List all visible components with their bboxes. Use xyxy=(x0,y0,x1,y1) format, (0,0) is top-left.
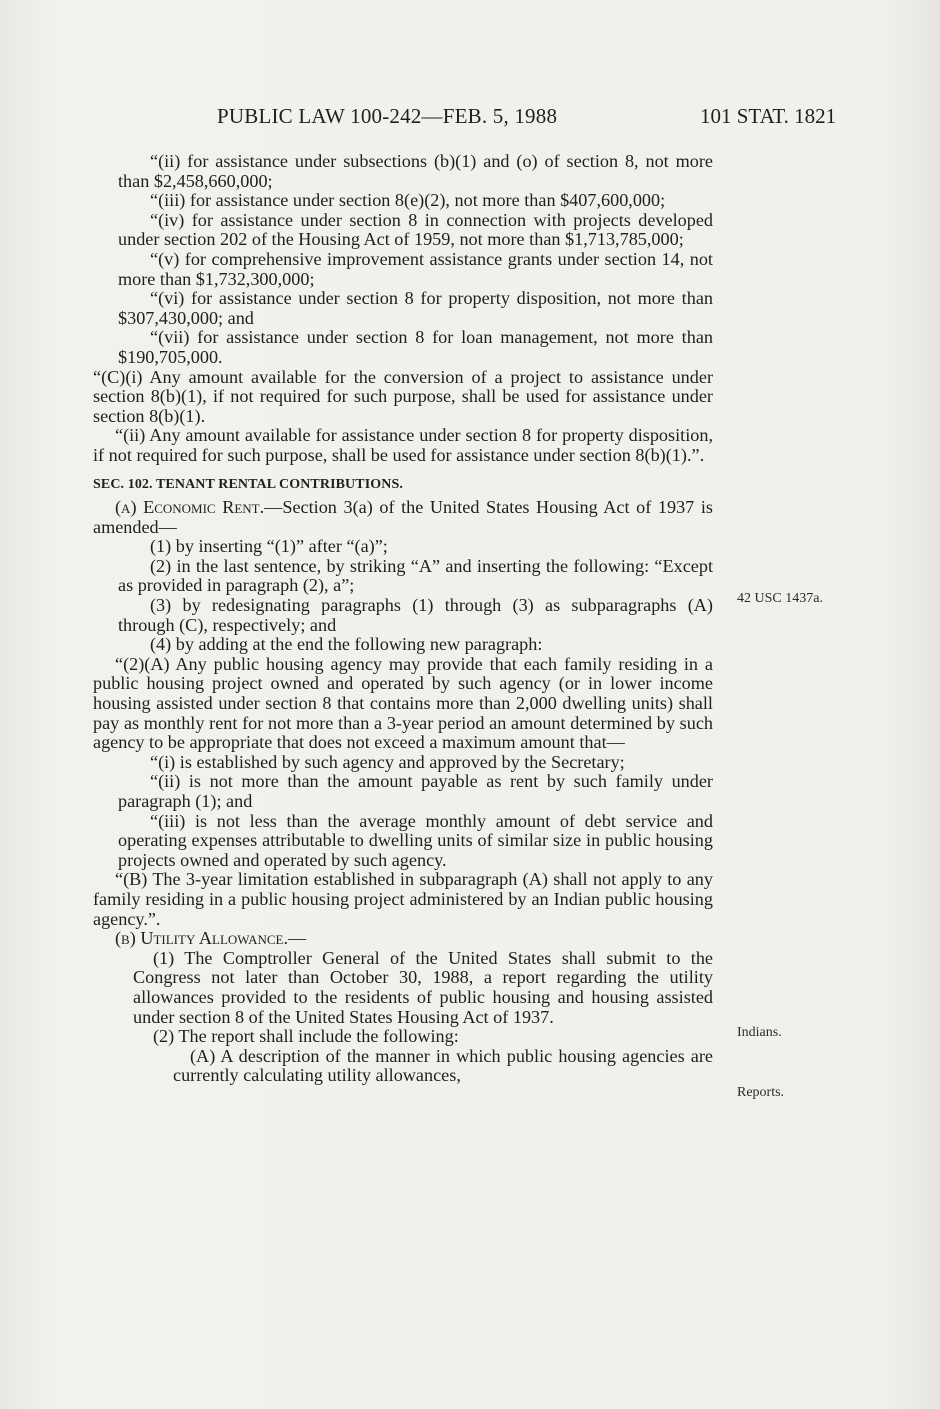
amendment-2: (2) in the last sentence, by striking “A” and inserting the following: “Except as provided in paragraph (2), a”; xyxy=(118,555,713,596)
subsection-b-1: (1) The Comptroller General of the United States shall submit to the Congress not later than October 30, 1988, a report regarding the utility allowances provided to the residents of public housing and housing assisted under section 8 of the United States Housing Act of 1937. xyxy=(133,947,713,1027)
clause-iv: “(iv) for assistance under section 8 in connection with projects developed under section 202 of the Housing Act of 1959, not more than $1,713,785,000; xyxy=(118,209,713,250)
subsection-b-2: (2) The report shall include the following: xyxy=(153,1026,459,1047)
section-heading: SEC. 102. TENANT RENTAL CONTRIBUTIONS. xyxy=(93,476,403,492)
subsection-b-2-a: (A) A description of the manner in which public housing agencies are currently calculating utility allowances, xyxy=(173,1045,713,1086)
amendment-3: (3) by redesignating paragraphs (1) through (3) as subparagraphs (A) through (C), respectively; and xyxy=(118,595,713,635)
paragraph-2a: “(2)(A) Any public housing agency may provide that each family residing in a public housing project owned and operated by such agency (or in lower income housing assisted under section 8 that contains more than 2,000 dwelling units) shall pay as monthly rent for not more than a 3-year period an amount determined by such agency to be appropriate that does not exceed a maximum amount that— xyxy=(93,653,713,753)
paragraph-2b: “(B) The 3-year limitation established in subparagraph (A) shall not apply to any family residing in a public housing project administered by an Indian public housing agency.”. xyxy=(93,869,713,929)
clause-ii: “(ii) for assistance under subsections (b)(1) and (o) of section 8, not more than $2,458,660,000; xyxy=(118,151,713,191)
margin-note-reports: Reports. xyxy=(737,1085,785,1100)
subsection-a-heading: (a) Economic Rent. xyxy=(115,497,265,518)
clause-vii: “(vii) for assistance under section 8 for loan management, not more than $190,705,000. xyxy=(118,327,713,367)
document-body xyxy=(93,152,713,1086)
amendment-4: (4) by adding at the end the following new paragraph: xyxy=(150,634,543,655)
clause-iii: “(iii) for assistance under section 8(e)(2), not more than $407,600,000; xyxy=(150,190,666,211)
margin-note-usc: 42 USC 1437a. xyxy=(737,591,823,606)
subsection-a xyxy=(93,498,713,537)
subparagraph-c-i xyxy=(93,368,713,427)
running-title: PUBLIC LAW 100-242—FEB. 5, 1988 xyxy=(217,104,558,128)
item-i: “(i) is established by such agency and approved by the Secretary; xyxy=(150,751,625,772)
subparagraph-c-ii: “(ii) Any amount available for assistance under section 8 for property disposition, if not required for such purpose, shall be used for assistance under section 8(b)(1).”. xyxy=(93,425,713,465)
subsection-b xyxy=(93,929,713,949)
margin-note-indians: Indians. xyxy=(737,1025,782,1040)
subparagraph-c-i-text: “(C)(i) Any amount available for the conversion of a project to assistance under section 8(b)(1), if not required for such purpose, shall be used for assistance under section 8(b)(1). xyxy=(93,366,713,426)
clause-v: “(v) for comprehensive improvement assistance grants under section 14, not more than $1,732,300,000; xyxy=(118,248,713,289)
subsection-b-dash: — xyxy=(288,928,307,949)
item-iii: “(iii) is not less than the average monthly amount of debt service and operating expenses attributable to dwelling units of similar size in public housing projects owned and operated by such agency. xyxy=(118,810,713,870)
amendment-1: (1) by inserting “(1)” after “(a)”; xyxy=(150,536,388,557)
clause-vi: “(vi) for assistance under section 8 for property disposition, not more than $307,430,000; and xyxy=(118,288,713,328)
subsection-b-heading: (b) Utility Allowance. xyxy=(115,928,289,949)
subsection-a-text: —Section 3(a) of the United States Housing Act of 1937 is amended— xyxy=(93,497,713,537)
item-ii: “(ii) is not more than the amount payable as rent by such family under paragraph (1); and xyxy=(118,771,713,811)
statute-page-number: 101 STAT. 1821 xyxy=(700,104,837,128)
page-header xyxy=(0,98,940,134)
